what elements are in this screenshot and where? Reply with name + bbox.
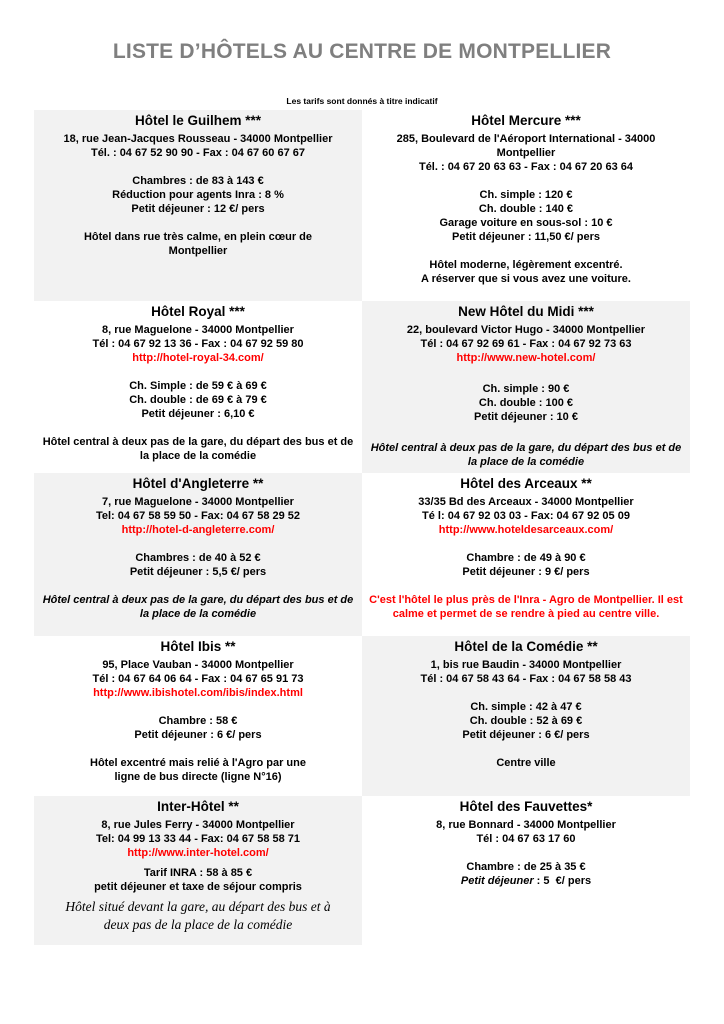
hotel-card-royal [34,301,362,473]
hotel-rooms: Chambre : 58 € [158,715,238,727]
hotel-address: 33/35 Bd des Arceaux - 34000 Montpellier [418,496,634,508]
hotel-breakfast: Petit déjeuner : 5,5 €/ pers [129,566,267,578]
hotel-breakfast: Petit déjeuner : 6 €/ pers [134,729,262,741]
hotel-address: 1, bis rue Baudin - 34000 Montpellier [430,659,622,671]
hotel-address: 285, Boulevard de l'Aéroport International - 34000 Montpellier [396,133,656,159]
hotel-phone: Tél. : 04 67 20 63 63 - Fax : 04 67 20 63 64 [418,161,634,173]
hotel-double: Ch. double : de 69 € à 79 € [129,394,267,406]
hotel-note: Hôtel central à deux pas de la gare, du départ des bus et de la place de la comédie [370,442,682,468]
hotel-card-comedie [362,636,690,796]
page-title: LISTE D’HÔTELS AU CENTRE DE MONTPELLIER [112,40,612,63]
hotel-phone: Tél. : 04 67 52 90 90 - Fax : 04 67 60 67 67 [90,147,306,159]
hotel-address: 8, rue Jules Ferry - 34000 Montpellier [101,819,295,831]
hotel-card-guilhem [34,110,362,301]
hotel-website-link[interactable]: http://www.inter-hotel.com/ [127,847,269,859]
hotel-phone: Tél : 04 67 63 17 60 [476,833,576,845]
hotel-phone: Té l: 04 67 92 03 03 - Fax: 04 67 92 05 09 [422,510,630,522]
hotel-breakfast [368,874,684,888]
hotel-single: Ch. simple : 42 à 47 € [470,701,582,713]
hotel-phone: Tel: 04 99 13 33 44 - Fax: 04 67 58 58 71 [95,833,301,845]
hotel-breakfast: Petit déjeuner : 10 € [474,411,578,423]
hotel-name: Hôtel de la Comédie ** [454,639,598,654]
hotel-phone: Tel: 04 67 58 59 50 - Fax: 04 67 58 29 52 [95,510,301,522]
hotel-grid [34,110,690,945]
hotel-breakfast: Petit déjeuner : 6,10 € [141,408,255,420]
hotel-address: 8, rue Bonnard - 34000 Montpellier [436,819,616,831]
page-subtitle: Les tarifs sont donnés à titre indicatif [286,96,438,106]
hotel-double: Ch. double : 140 € [478,203,574,215]
hotel-breakfast: Petit déjeuner : 6 €/ pers [462,729,590,741]
hotel-card-fauvettes [362,796,690,945]
hotel-name: Hôtel Ibis ** [160,639,236,654]
hotel-tarif: Tarif INRA : 58 à 85 € [143,867,253,879]
hotel-note: Hôtel central à deux pas de la gare, du départ des bus et de la place de la comédie [42,594,354,620]
hotel-note: Hôtel moderne, légèrement excentré. [429,259,623,271]
hotel-note: Hôtel dans rue très calme, en plein cœur de Montpellier [83,231,312,257]
hotel-phone: Tél : 04 67 92 13 36 - Fax : 04 67 92 59 80 [92,338,304,350]
breakfast-label: Petit déjeuner [460,875,534,887]
hotel-extras: petit déjeuner et taxe de séjour compris [94,881,302,893]
hotel-single: Ch. Simple : de 59 € à 69 € [129,380,267,392]
hotel-name: Hôtel Royal *** [151,304,245,319]
hotel-name: Hôtel des Arceaux ** [460,476,592,491]
hotel-website-link[interactable]: http://www.ibishotel.com/ibis/index.html [93,687,303,699]
hotel-address: 8, rue Maguelone - 34000 Montpellier [102,324,294,336]
hotel-phone: Tél : 04 67 92 69 61 - Fax : 04 67 92 73 63 [420,338,632,350]
hotel-note: C'est l'hôtel le plus près de l'Inra - Agro de Montpellier. Il est calme et permet de se rendre à pied au centre ville. [369,594,683,620]
hotel-breakfast: Petit déjeuner : 12 €/ pers [131,203,265,215]
hotel-breakfast: Petit déjeuner : 9 €/ pers [462,566,590,578]
hotel-card-mercure [362,110,690,301]
hotel-rooms: Chambres : de 40 à 52 € [135,552,261,564]
hotel-breakfast: Petit déjeuner : 11,50 €/ pers [452,231,600,243]
hotel-discount: Réduction pour agents Inra : 8 % [112,189,284,201]
hotel-phone: Tél : 04 67 64 06 64 - Fax : 04 67 65 91 73 [92,673,304,685]
hotel-note: Hôtel situé devant la gare, au départ des bus et à deux pas de la place de la comédie [65,899,331,932]
hotel-name: New Hôtel du Midi *** [458,304,594,319]
hotel-phone: Tél : 04 67 58 43 64 - Fax : 04 67 58 58 43 [420,673,632,685]
hotel-website-link[interactable]: http://www.new-hotel.com/ [456,352,596,364]
hotel-note: Hôtel excentré mais relié à l'Agro par une ligne de bus directe (ligne N°16) [90,757,306,783]
hotel-garage: Garage voiture en sous-sol : 10 € [439,217,613,229]
hotel-website-link[interactable]: http://hotel-royal-34.com/ [132,352,264,364]
hotel-rooms: Chambre : de 49 à 90 € [466,552,586,564]
hotel-double: Ch. double : 52 à 69 € [469,715,583,727]
breakfast-value: : 5 €/ pers [533,875,592,887]
hotel-address: 95, Place Vauban - 34000 Montpellier [102,659,294,671]
hotel-card-arceaux [362,473,690,636]
hotel-single: Ch. simple : 90 € [482,383,570,395]
hotel-address: 18, rue Jean-Jacques Rousseau - 34000 Montpellier [63,133,333,145]
hotel-card-ibis [34,636,362,796]
hotel-website-link[interactable]: http://www.hoteldesarceaux.com/ [438,524,614,536]
hotel-rooms: Chambre : de 25 à 35 € [466,861,586,873]
hotel-address: 7, rue Maguelone - 34000 Montpellier [102,496,294,508]
hotel-card-angleterre [34,473,362,636]
hotel-note: A réserver que si vous avez une voiture. [421,273,631,285]
hotel-name: Hôtel Mercure *** [471,113,581,128]
hotel-name: Hôtel des Fauvettes* [459,799,593,814]
hotel-rooms: Chambres : de 83 à 143 € [132,175,264,187]
hotel-name: Hôtel le Guilhem *** [134,113,262,128]
hotel-single: Ch. simple : 120 € [479,189,573,201]
hotel-card-midi [362,301,690,473]
hotel-card-inter [34,796,362,945]
hotel-website-link[interactable]: http://hotel-d-angleterre.com/ [121,524,275,536]
hotel-name: Inter-Hôtel ** [157,799,239,814]
hotel-note: Hôtel central à deux pas de la gare, du départ des bus et de la place de la comédie [42,436,354,462]
hotel-name: Hôtel d'Angleterre ** [132,476,264,491]
hotel-double: Ch. double : 100 € [478,397,574,409]
hotel-note: Centre ville [496,757,556,769]
hotel-address: 22, boulevard Victor Hugo - 34000 Montpellier [406,324,646,336]
